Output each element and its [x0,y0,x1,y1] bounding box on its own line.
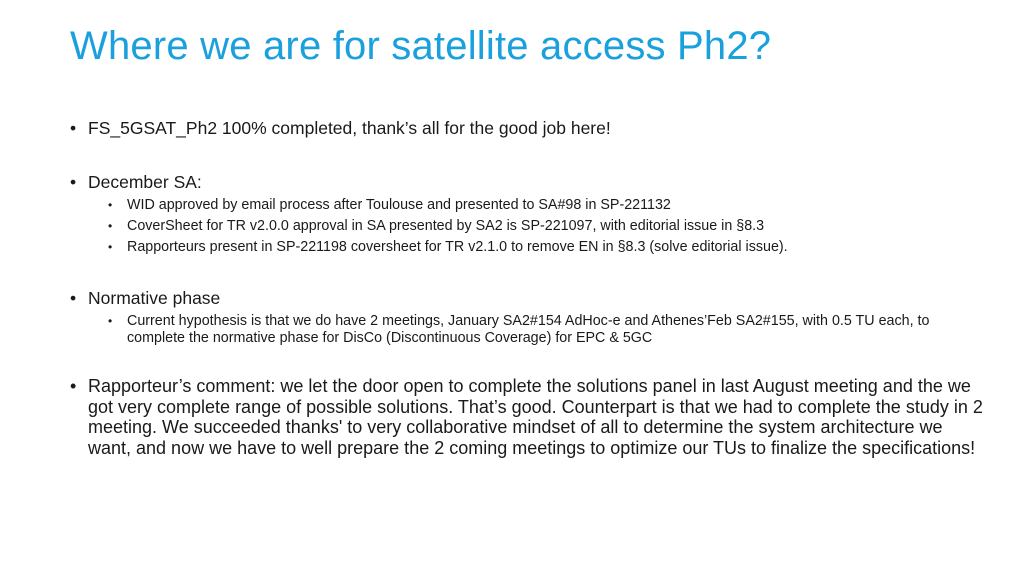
sub-bullet-dot-icon: • [108,219,113,233]
sub-bullet-coversheet [70,218,990,235]
sub-bullet-hypothesis [70,313,990,347]
sub-bullet-dot-icon: • [108,314,113,328]
bullet-rapporteur-comment [70,376,990,458]
sub-bullet-text: CoverSheet for TR v2.0.0 approval in SA presented by SA2 is SP-221097, with editorial issue in §8.3 [127,218,765,234]
sub-bullet-dot-icon: • [108,198,113,212]
bullet-december-sa [70,172,990,193]
bullet-normative-phase [70,288,990,309]
sub-bullet-text: WID approved by email process after Toulouse and presented to SA#98 in SP-221132 [127,197,671,213]
sub-bullet-rapporteurs [70,239,990,256]
bullet-dot-icon: • [70,118,77,138]
bullet-dot-icon: • [70,172,77,192]
bullet-dot-icon: • [70,376,77,396]
bullet-dot-icon: • [70,288,77,308]
bullet-text: FS_5GSAT_Ph2 100% completed, thank’s all for the good job here! [88,118,611,138]
slide-title: Where we are for satellite access Ph2? [70,24,772,68]
bullet-text: December SA: [88,172,202,192]
bullet-text: Rapporteur’s comment: we let the door open to complete the solutions panel in last August meeting and the we got very complete range of possible solutions. That’s good. Counterpart is that we had to complete the study in 2 meeting. We succeeded thanks' to very collaborative mindset of all to determine the system architecture we want, and now we have to well prepare the 2 coming meetings to optimize our TUs to finalize the specifications! [88,376,983,458]
sub-bullet-text: Rapporteurs present in SP-221198 coversheet for TR v2.1.0 to remove EN in §8.3 (solve editorial issue). [127,239,788,255]
bullet-text: Normative phase [88,288,221,308]
sub-bullet-dot-icon: • [108,240,113,254]
sub-bullet-text: Current hypothesis is that we do have 2 meetings, January SA2#154 AdHoc-e and Athenes’Feb SA2#155, with 0.5 TU each, to complete the normative phase for DisCo (Discontinuous Coverage) for EPC & 5GC [127,313,930,346]
slide-body [70,118,990,458]
sub-bullet-wid [70,197,990,214]
bullet-completed [70,118,990,139]
